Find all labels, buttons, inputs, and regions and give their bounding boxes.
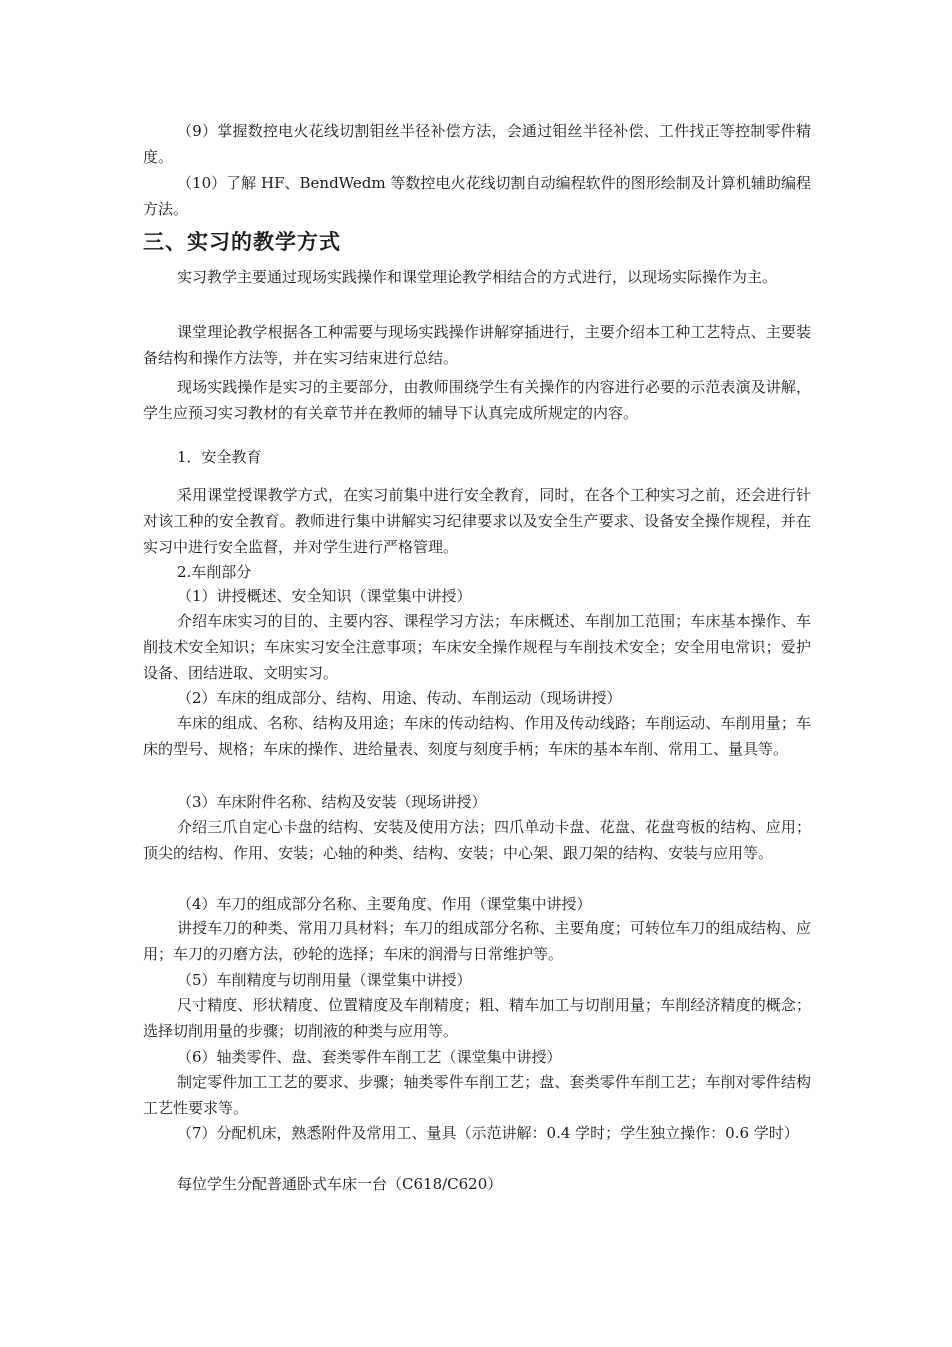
item-heading-3: （3）车床附件名称、结构及安装（现场讲授） bbox=[177, 793, 487, 811]
item-heading-1: （1）讲授概述、安全知识（课堂集中讲授） bbox=[177, 587, 472, 605]
paragraph-item-10: （10）了解 HF、BendWedm 等数控电火花线切割自动编程软件的图形绘制及计算机辅助编程方法。 bbox=[143, 174, 811, 218]
item-heading-6: （6）轴类零件、盘、套类零件车削工艺（课堂集中讲授） bbox=[177, 1048, 562, 1066]
item-body-4: 讲授车刀的种类、常用刀具材料；车刀的组成部分名称、主要角度；可转位车刀的组成结构、应用；车刀的刃磨方法，砂轮的选择；车床的润滑与日常维护等。 bbox=[143, 919, 811, 963]
item-heading-4: （4）车刀的组成部分名称、主要角度、作用（课堂集中讲授） bbox=[177, 895, 592, 913]
item-body-5: 尺寸精度、形状精度、位置精度及车削精度；粗、精车加工与切削用量；车削经济精度的概念；选择切削用量的步骤；切削液的种类与应用等。 bbox=[143, 996, 811, 1040]
paragraph-teaching-intro-2: 课堂理论教学根据各工种需要与现场实践操作讲解穿插进行，主要介绍本工种工艺特点、主要装备结构和操作方法等，并在实习结束进行总结。 bbox=[143, 323, 811, 367]
paragraph-teaching-intro-3: 现场实践操作是实习的主要部分，由教师围绕学生有关操作的内容进行必要的示范表演及讲解，学生应预习实习教材的有关章节并在教师的辅导下认真完成所规定的内容。 bbox=[143, 378, 811, 422]
item-body-2: 车床的组成、名称、结构及用途；车床的传动结构、作用及传动线路；车削运动、车削用量；车床的型号、规格；车床的操作、进给量表、刻度与刻度手柄；车床的基本车削、常用工、量具等。 bbox=[143, 714, 811, 758]
item-body-6: 制定零件加工工艺的要求、步骤；轴类零件车削工艺；盘、套类零件车削工艺；车削对零件结构工艺性要求等。 bbox=[143, 1073, 811, 1117]
subsection-title-safety: 1．安全教育 bbox=[177, 448, 262, 466]
paragraph-teaching-intro-1: 实习教学主要通过现场实践操作和课堂理论教学相结合的方式进行，以现场实际操作为主。 bbox=[177, 268, 778, 286]
subsection-title-turning: 2.车削部分 bbox=[177, 563, 252, 581]
item-body-3: 介绍三爪自定心卡盘的结构、安装及使用方法；四爪单动卡盘、花盘、花盘弯板的结构、应用；顶尖的结构、作用、安装；心轴的种类、结构、安装；中心架、跟刀架的结构、安装与应用等。 bbox=[143, 818, 811, 862]
section-heading-teaching-method: 三、实习的教学方式 bbox=[143, 230, 341, 254]
item-body-7: 每位学生分配普通卧式车床一台（C618/C620） bbox=[177, 1175, 503, 1193]
paragraph-item-9: （9）掌握数控电火花线切割钼丝半径补偿方法，会通过钼丝半径补偿、工件找正等控制零件精度。 bbox=[143, 122, 811, 166]
paragraph-safety-body: 采用课堂授课教学方式，在实习前集中进行安全教育，同时，在各个工种实习之前，还会进行针对该工种的安全教育。教师进行集中讲解实习纪律要求以及安全生产要求、设备安全操作规程，并在实习中进行安全监督，并对学生进行严格管理。 bbox=[143, 486, 811, 556]
item-body-1: 介绍车床实习的目的、主要内容、课程学习方法；车床概述、车削加工范围；车床基本操作、车削技术安全知识；车床实习安全注意事项；车床安全操作规程与车削技术安全；安全用电常识；爱护设备、团结进取、文明实习。 bbox=[143, 612, 811, 682]
item-heading-7: （7）分配机床，熟悉附件及常用工、量具（示范讲解：0.4 学时；学生独立操作：0.6 学时） bbox=[177, 1124, 799, 1142]
item-heading-5: （5）车削精度与切削用量（课堂集中讲授） bbox=[177, 971, 472, 989]
item-heading-2: （2）车床的组成部分、结构、用途、传动、车削运动（现场讲授） bbox=[177, 689, 622, 707]
